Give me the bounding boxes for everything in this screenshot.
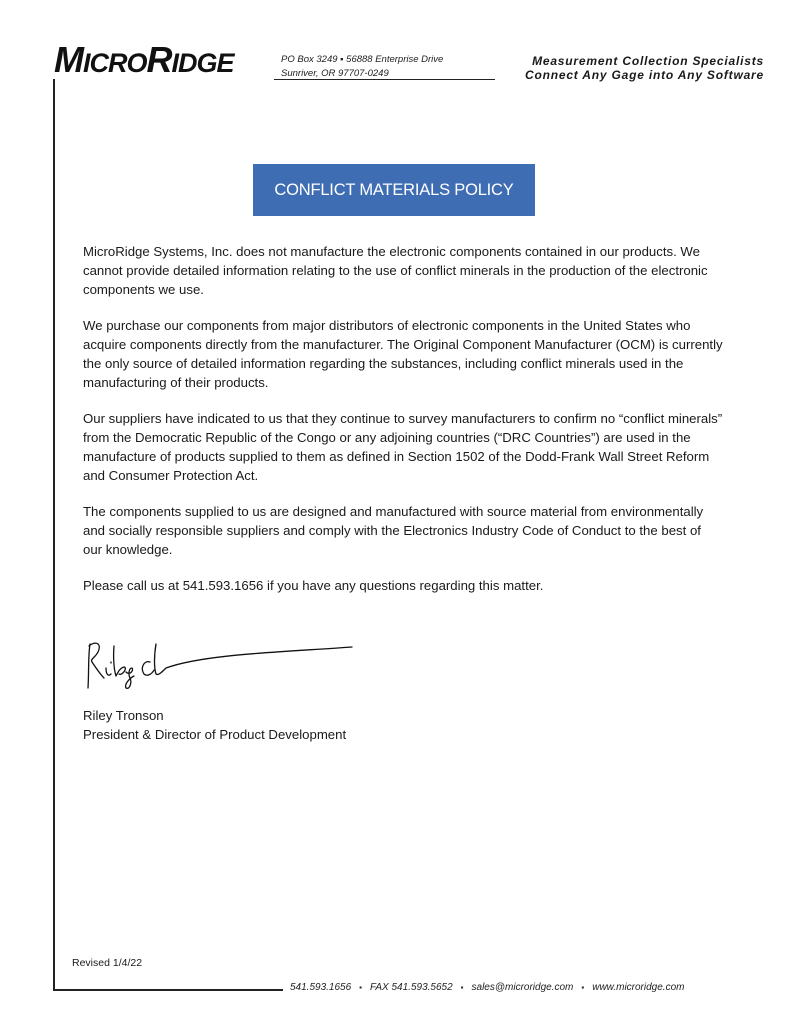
paragraph-1: MicroRidge Systems, Inc. does not manufacture the electronic components contained in our products. We cannot provide detailed information relating to the use of conflict minerals in the production of the electronic components we use. xyxy=(83,244,708,297)
bullet-separator: ▪ xyxy=(581,983,585,992)
address-line-1: PO Box 3249 ▪ 56888 Enterprise Drive xyxy=(281,54,444,65)
bullet-separator: ▪ xyxy=(460,983,464,992)
address-line-2: Sunriver, OR 97707-0249 xyxy=(281,68,389,79)
paragraph-2: We purchase our components from major distributors of electronic components in the United States who acquire components directly from the manufacturer. The Original Component Manufacturer (OCM) is currently the only source of detailed information regarding the substances, including conflict minerals used in the manufacturing of their products. xyxy=(83,318,723,390)
footer-phone: 541.593.1656 xyxy=(290,982,352,993)
footer-divider xyxy=(53,989,283,991)
company-logo: MICRORIDGE xyxy=(54,39,234,80)
tagline-line-1: Measurement Collection Specialists xyxy=(532,54,764,68)
paragraph-3: Our suppliers have indicated to us that they continue to survey manufacturers to confirm no “conflict minerals” from the Democratic Republic of the Congo or any adjoining countries (“DRC Countries”) are used in the manufacture of products supplied to them as defined in Section 1502 of the Dodd-Frank Wall Street Reform and Consumer Protection Act. xyxy=(83,411,723,483)
handwritten-signature xyxy=(84,632,359,699)
paragraph-4: The components supplied to us are designed and manufactured with source material from environmentally and socially responsible suppliers and comply with the Electronics Industry Code of Conduct to the best of our knowledge. xyxy=(83,504,704,557)
page-title: CONFLICT MATERIALS POLICY xyxy=(253,164,535,216)
signatory xyxy=(83,706,346,744)
bullet-separator: ▪ xyxy=(359,983,363,992)
revision-date: Revised 1/4/22 xyxy=(72,957,143,969)
footer-contact xyxy=(290,982,684,993)
policy-body xyxy=(83,242,723,612)
tagline-line-2: Connect Any Gage into Any Software xyxy=(525,68,764,82)
signatory-role: President & Director of Product Development xyxy=(83,727,347,742)
left-border-line xyxy=(53,79,55,991)
header-divider xyxy=(274,79,495,80)
company-address xyxy=(281,53,481,81)
footer-fax: FAX 541.593.5652 xyxy=(370,982,453,993)
paragraph-5: Please call us at 541.593.1656 if you have any questions regarding this matter. xyxy=(83,578,544,593)
footer-email[interactable]: sales@microridge.com xyxy=(471,982,574,993)
footer-website[interactable]: www.microridge.com xyxy=(592,982,685,993)
company-tagline xyxy=(525,54,764,82)
signatory-name: Riley Tronson xyxy=(83,708,164,723)
